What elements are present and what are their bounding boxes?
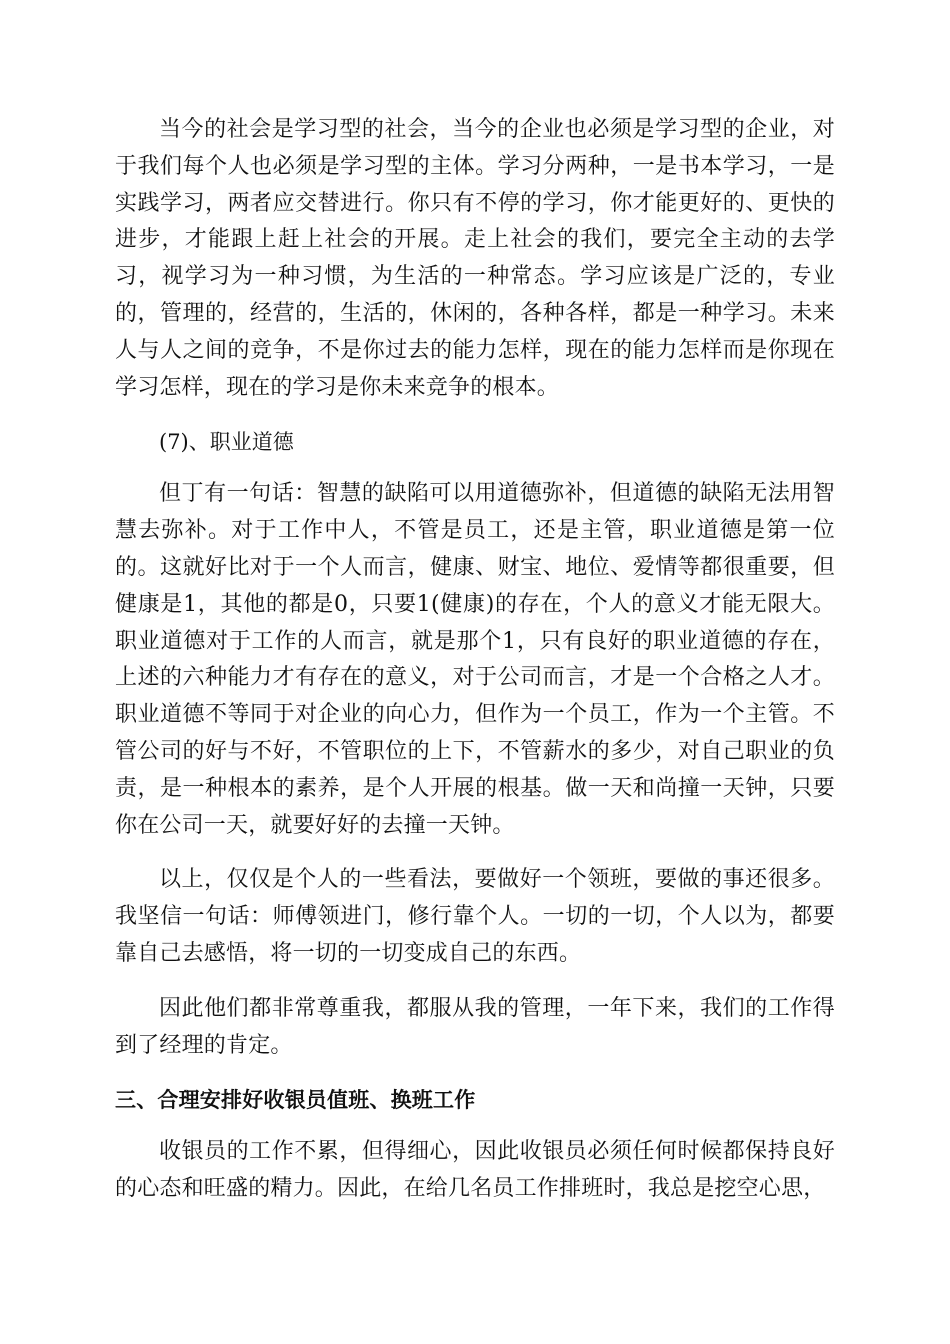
paragraph-learning: 当今的社会是学习型的社会，当今的企业也必须是学习型的企业，对于我们每个人也必须是学习型的主体。学习分两种，一是书本学习，一是实践学习，两者应交替进行。你只有不停的学习，你才能更好的、更快的进步，才能跟上赶上社会的开展。走上社会的我们，要完全主动的去学习，视学习为一种习惯，为生活的一种常态。学习应该是广泛的，专业的，管理的，经营的，生活的，休闲的，各种各样，都是一种学习。未来人与人之间的竞争，不是你过去的能力怎样，现在的能力怎样而是你现在学习怎样，现在的学习是你未来竞争的根本。 — [115, 117, 835, 400]
paragraph-ethics: 但丁有一句话：智慧的缺陷可以用道德弥补，但道德的缺陷无法用智慧去弥补。对于工作中人，不管是员工，还是主管，职业道德是第一位的。这就好比对于一个人而言，健康、财宝、地位、爱情等都很重要，但健康是1，其他的都是0，只要1(健康)的存在，个人的意义才能无限大。职业道德对于工作的人而言，就是那个1，只有良好的职业道德的存在，上述的六种能力才有存在的意义，对于公司而言，才是一个合格之人才。职业道德不等同于对企业的向心力，但作为一个员工，作为一个主管。不管公司的好与不好，不管职位的上下，不管薪水的多少，对自己职业的负责，是一种根本的素养，是个人开展的根基。做一天和尚撞一天钟，只要你在公司一天，就要好好的去撞一天钟。 — [115, 481, 835, 838]
paragraph-conclusion: 以上，仅仅是个人的一些看法，要做好一个领班，要做的事还很多。我坚信一句话：师傅领进门，修行靠个人。一切的一切，个人以为，都要靠自己去感悟，将一切的一切变成自己的东西。 — [115, 867, 835, 966]
paragraph-respect: 因此他们都非常尊重我，都服从我的管理，一年下来，我们的工作得到了经理的肯定。 — [115, 995, 835, 1058]
section-heading-scheduling: 三、合理安排好收银员值班、换班工作 — [115, 1088, 476, 1113]
subheading-professional-ethics: (7)、职业道德 — [159, 430, 294, 455]
document-page — [115, 112, 835, 1226]
paragraph-cashier: 收银员的工作不累，但得细心，因此收银员必须任何时候都保持良好的心态和旺盛的精力。因此，在给几名员工作排班时，我总是挖空心思， — [115, 1139, 835, 1202]
